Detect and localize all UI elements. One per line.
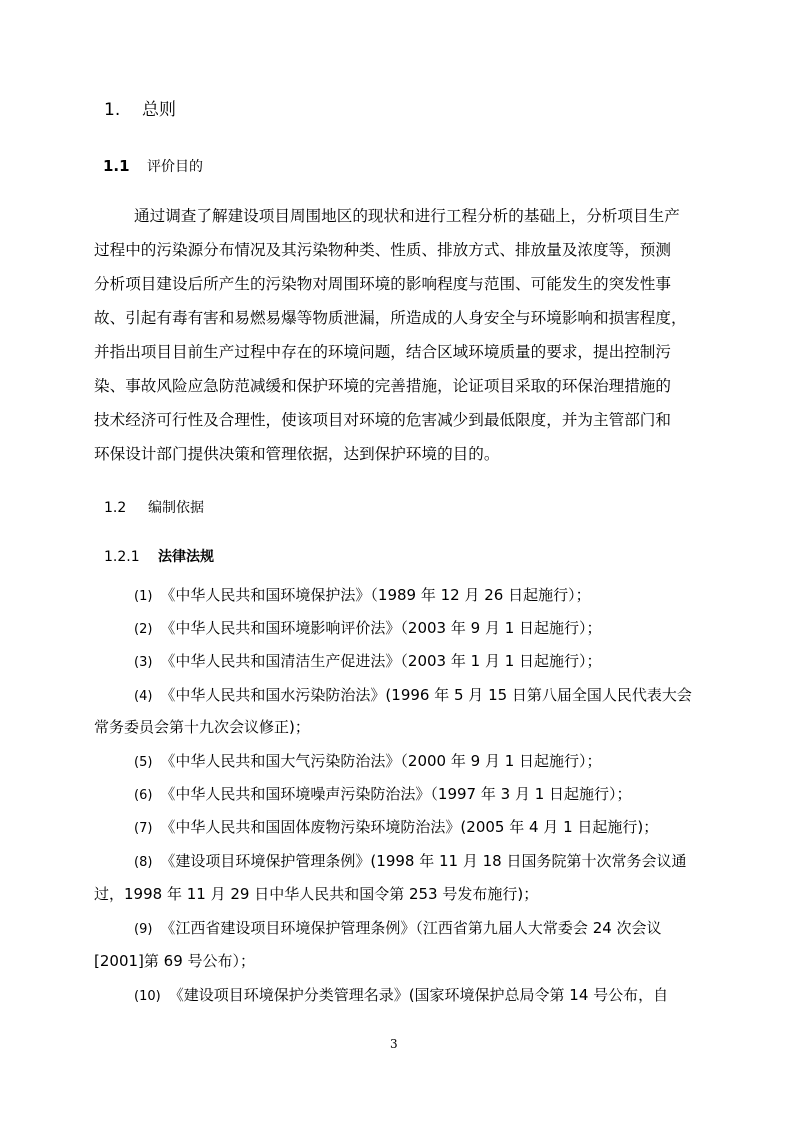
law-list — [94, 584, 704, 1024]
chapter-title: 总则 — [142, 100, 176, 120]
list-item: (10) 《建设项目环境保护分类管理名录》(国家环境保护总局令第 14 号公布，自 — [134, 986, 669, 1004]
section-heading-basis — [104, 497, 204, 517]
paragraph-line: 故、引起有毒有害和易燃易爆等物质泄漏，所造成的人身安全与环境影响和损害程度， — [94, 309, 687, 327]
list-item: (5) 《中华人民共和国大气污染防治法》（2000 年 9 月 1 日起施行）； — [134, 752, 602, 770]
chapter-heading — [104, 95, 176, 120]
paragraph-line: 技术经济可行性及合理性，使该项目对环境的危害减少到最低限度，并为主管部门和 — [94, 411, 671, 429]
subsection-number: 1.2.1 — [104, 549, 140, 565]
list-item: (4) 《中华人民共和国水污染防治法》(1996 年 5 月 15 日第八届全国人民代表大会 — [134, 686, 692, 704]
paragraph-line: 过程中的污染源分布情况及其污染物种类、性质、排放方式、排放量及浓度等，预测 — [94, 241, 671, 259]
list-item: (9) 《江西省建设项目环境保护管理条例》（江西省第九届人大常委会 24 次会议 — [134, 919, 662, 937]
list-item: (6) 《中华人民共和国环境噪声污染防治法》（1997 年 3 月 1 日起施行）； — [134, 785, 632, 803]
section-heading-purpose — [103, 156, 203, 176]
page-number: 3 — [390, 1037, 398, 1051]
list-item: (2) 《中华人民共和国环境影响评价法》（2003 年 9 月 1 日起施行）； — [134, 619, 602, 637]
section-number: 1.1 — [103, 157, 130, 175]
list-item: (8) 《建设项目环境保护管理条例》(1998 年 11 月 18 日国务院第十次常务会议通 — [134, 852, 687, 870]
section-title: 编制依据 — [148, 500, 204, 516]
section-number: 1.2 — [104, 500, 127, 516]
subsection-title: 法律法规 — [158, 549, 214, 565]
paragraph-line: 染、事故风险应急防范减缓和保护环境的完善措施，论证项目采取的环保治理措施的 — [94, 377, 671, 395]
paragraph-line: 环保设计部门提供决策和管理依据，达到保护环境的目的。 — [94, 445, 500, 463]
paragraph-line: 通过调查了解建设项目周围地区的现状和进行工程分析的基础上，分析项目生产 — [134, 207, 680, 225]
subsection-heading-law — [104, 546, 214, 566]
paragraph-line: 分析项目建设后所产生的污染物对周围环境的影响程度与范围、可能发生的突发性事 — [94, 275, 671, 293]
list-item-continuation: 过，1998 年 11 月 29 日中华人民共和国令第 253 号发布施行)； — [94, 885, 539, 903]
list-item: (7) 《中华人民共和国固体废物污染环境防治法》(2005 年 4 月 1 日起施行)； — [134, 818, 659, 836]
list-item: (1) 《中华人民共和国环境保护法》（1989 年 12 月 26 日起施行）； — [134, 586, 591, 604]
paragraph-line: 并指出项目目前生产过程中存在的环境问题，结合区域环境质量的要求，提出控制污 — [94, 343, 671, 361]
section-title: 评价目的 — [147, 159, 203, 175]
chapter-number: 1. — [104, 100, 121, 120]
list-item: (3) 《中华人民共和国清洁生产促进法》（2003 年 1 月 1 日起施行）； — [134, 652, 602, 670]
purpose-paragraph — [94, 204, 704, 474]
list-item-continuation: [2001]第 69 号公布）； — [94, 952, 256, 970]
list-item-continuation: 常务委员会第十九次会议修正)； — [94, 718, 310, 736]
